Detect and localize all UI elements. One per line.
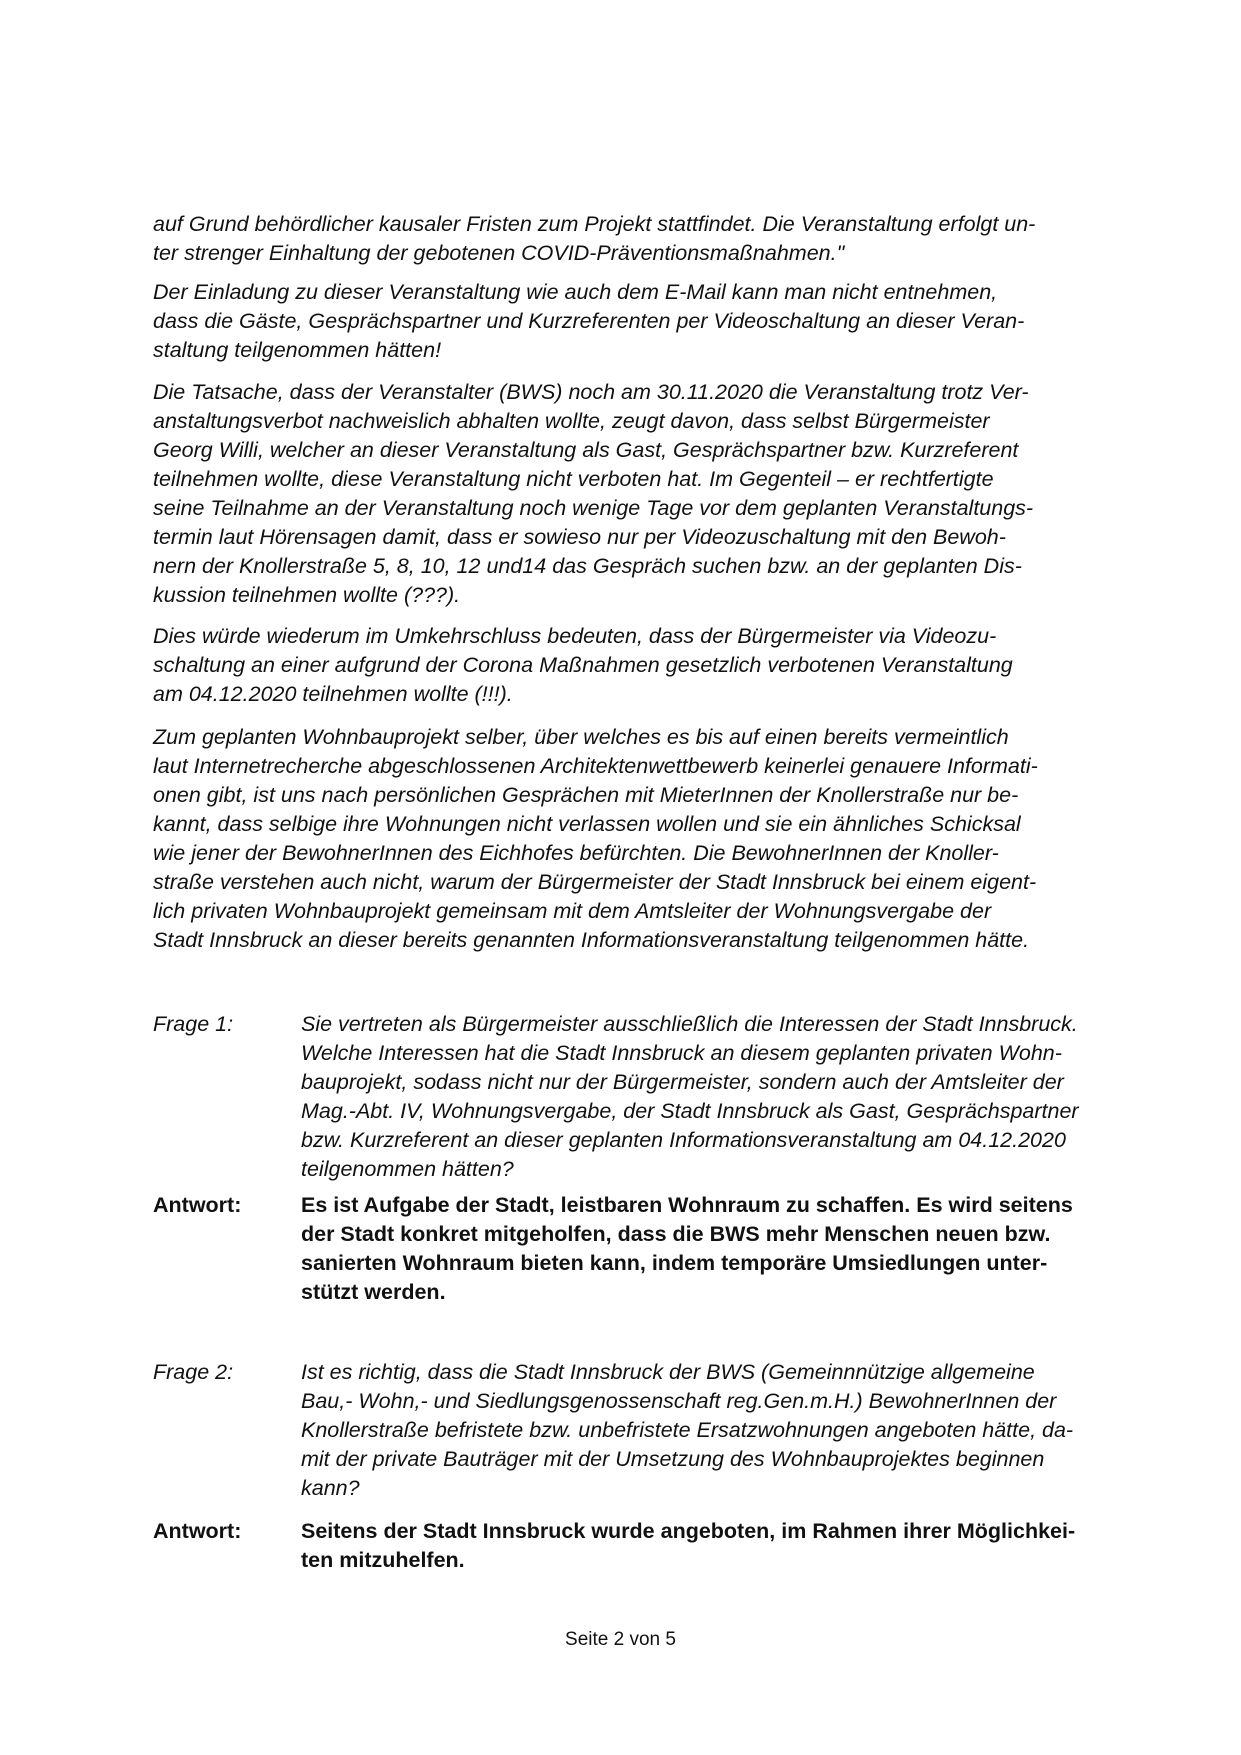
text-line: mit der private Bauträger mit der Umsetzung des Wohnbauprojektes beginnen (301, 1447, 1045, 1471)
text-line: bzw. Kurzreferent an dieser geplanten Informationsveranstaltung am 04.12.2020 (301, 1128, 1066, 1152)
text-line: Stadt Innsbruck an dieser bereits genannten Informationsveranstaltung teilgenommen hätte. (153, 928, 1030, 952)
text-line: Die Tatsache, dass der Veranstalter (BWS) noch am 30.11.2020 die Veranstaltung trotz Ver- (153, 380, 1029, 404)
answer-text (301, 1517, 1075, 1575)
text-line: straße verstehen auch nicht, warum der Bürgermeister der Stadt Innsbruck bei einem eigent- (153, 870, 1037, 894)
text-line: nern der Knollerstraße 5, 8, 10, 12 und14 das Gespräch suchen bzw. an der geplanten Dis- (153, 554, 1022, 578)
paragraph-1 (153, 210, 1035, 268)
text-line: am 04.12.2020 teilnehmen wollte (!!!). (153, 682, 513, 706)
answer-text (301, 1191, 1073, 1307)
text-line: bauprojekt, sodass nicht nur der Bürgermeister, sondern auch der Amtsleiter der (301, 1070, 1064, 1094)
text-line: auf Grund behördlicher kausaler Fristen zum Projekt stattfindet. Die Veranstaltung erfolgt un- (153, 212, 1036, 236)
page-number: Seite 2 von 5 (565, 1629, 676, 1650)
text-line: der Stadt konkret mitgeholfen, dass die BWS mehr Menschen neuen bzw. (301, 1222, 1051, 1246)
text-line: Knollerstraße befristete bzw. unbefristete Ersatzwohnungen angeboten hätte, da- (301, 1418, 1074, 1442)
paragraph-5 (153, 723, 1038, 955)
paragraph-3 (153, 378, 1033, 610)
text-line: sanierten Wohnraum bieten kann, indem temporäre Umsiedlungen unter- (301, 1251, 1048, 1275)
text-line: Georg Willi, welcher an dieser Veranstaltung als Gast, Gesprächspartner bzw. Kurzreferent (153, 438, 1019, 462)
text-line: seine Teilnahme an der Veranstaltung noch wenige Tage vor dem geplanten Veranstaltungs- (153, 496, 1034, 520)
text-line: Seitens der Stadt Innsbruck wurde angeboten, im Rahmen ihrer Möglichkei- (301, 1519, 1076, 1543)
text-line: Dies würde wiederum im Umkehrschluss bedeuten, dass der Bürgermeister via Videozu- (153, 624, 997, 648)
text-line: stützt werden. (301, 1280, 446, 1304)
text-line: Sie vertreten als Bürgermeister ausschließlich die Interessen der Stadt Innsbruck. (301, 1012, 1078, 1036)
text-line: teilgenommen hätten? (301, 1157, 514, 1181)
paragraph-4 (153, 622, 1013, 709)
text-line: anstaltungsverbot nachweislich abhalten wollte, zeugt davon, dass selbst Bürgermeister (153, 409, 990, 433)
text-line: kannt, dass selbige ihre Wohnungen nicht verlassen wollen und sie ein ähnliches Schicksal (153, 812, 1021, 836)
text-line: teilnehmen wollte, diese Veranstaltung nicht verboten hat. Im Gegenteil – er rechtfertigte (153, 467, 994, 491)
text-line: Welche Interessen hat die Stadt Innsbruck an diesem geplanten privaten Wohn- (301, 1041, 1062, 1065)
text-line: wie jener der BewohnerInnen des Eichhofes befürchten. Die BewohnerInnen der Knoller- (153, 841, 999, 865)
text-line: ter strenger Einhaltung der gebotenen COVID-Präventionsmaßnahmen." (153, 241, 845, 265)
text-line: dass die Gäste, Gesprächspartner und Kurzreferenten per Videoschaltung an dieser Veran- (153, 309, 1025, 333)
text-line: staltung teilgenommen hätten! (153, 338, 442, 362)
text-line: Es ist Aufgabe der Stadt, leistbaren Wohnraum zu schaffen. Es wird seitens (301, 1193, 1073, 1217)
question-text (301, 1010, 1079, 1184)
text-line: kussion teilnehmen wollte (???). (153, 583, 461, 607)
question-label: Frage 2: (153, 1360, 234, 1384)
text-line: onen gibt, ist uns nach persönlichen Gesprächen mit MieterInnen der Knollerstraße nur be- (153, 783, 1019, 807)
text-line: laut Internetrecherche abgeschlossenen Architektenwettbewerb keinerlei genauere Informati- (153, 754, 1038, 778)
text-line: Zum geplanten Wohnbauprojekt selber, über welches es bis auf einen bereits vermeintlich (153, 725, 1009, 749)
answer-label: Antwort: (153, 1519, 242, 1543)
text-line: ten mitzuhelfen. (301, 1548, 465, 1572)
text-line: lich privaten Wohnbauprojekt gemeinsam mit dem Amtsleiter der Wohnungsvergabe der (153, 899, 992, 923)
text-line: Bau,- Wohn,- und Siedlungsgenossenschaft reg.Gen.m.H.) BewohnerInnen der (301, 1389, 1057, 1413)
text-line: termin laut Hörensagen damit, dass er sowieso nur per Videozuschaltung mit den Bewoh- (153, 525, 1006, 549)
text-line: Mag.-Abt. IV, Wohnungsvergabe, der Stadt Innsbruck als Gast, Gesprächspartner (301, 1099, 1079, 1123)
question-label: Frage 1: (153, 1012, 234, 1036)
paragraph-2 (153, 278, 1024, 365)
text-line: schaltung an einer aufgrund der Corona Maßnahmen gesetzlich verbotenen Veranstaltung (153, 653, 1013, 677)
text-line: Der Einladung zu dieser Veranstaltung wie auch dem E-Mail kann man nicht entnehmen, (153, 280, 998, 304)
text-line: Ist es richtig, dass die Stadt Innsbruck der BWS (Gemeinnnützige allgemeine (301, 1360, 1035, 1384)
text-line: kann? (301, 1476, 360, 1500)
answer-label: Antwort: (153, 1193, 242, 1217)
question-text (301, 1358, 1073, 1503)
